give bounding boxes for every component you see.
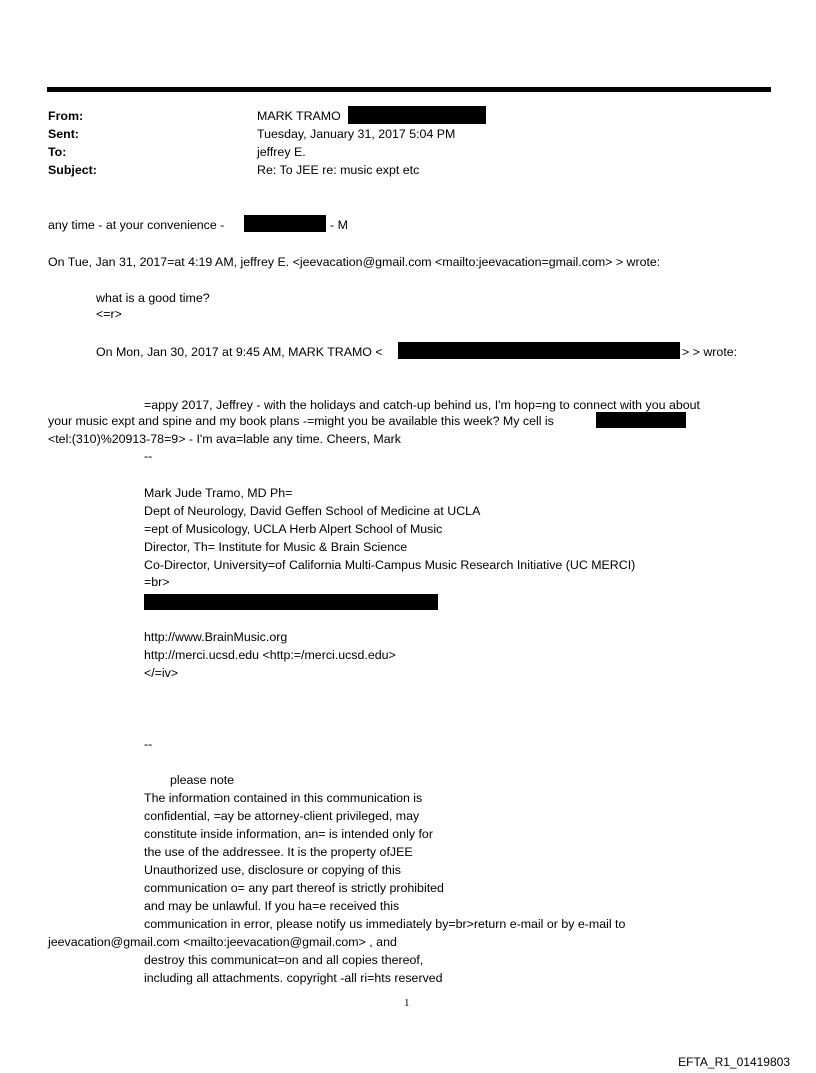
to-value: jeffrey E.: [257, 145, 306, 159]
redaction-from-email: [348, 106, 486, 124]
page-number: 1: [404, 997, 410, 1009]
signature-name: Mark Jude Tramo, MD Ph=: [144, 486, 293, 500]
signature-separator: --: [144, 449, 153, 463]
subject-label: Subject:: [48, 163, 97, 177]
quote2-header-start: On Mon, Jan 30, 2017 at 9:45 AM, MARK TRAMO <: [96, 345, 383, 359]
signature-url2: http://merci.ucsd.edu <http:=/merci.ucsd.edu>: [144, 648, 396, 662]
quote1-header: On Tue, Jan 31, 2017=at 4:19 AM, jeffrey E. <jeevacation@gmail.com <mailto:jeevacation=gmail.com> > wrote:: [48, 255, 661, 269]
quote1-line1: what is a good time?: [96, 291, 210, 305]
disclaimer-line2: confidential, =ay be attorney-client privileged, may: [144, 809, 420, 823]
subject-value: Re: To JEE re: music expt etc: [257, 163, 420, 177]
disclaimer-line10: destroy this communicat=on and all copies thereof,: [144, 953, 424, 967]
signature-url3: </=iv>: [144, 666, 179, 680]
reply-text-end: - M: [330, 218, 348, 232]
redaction-reply-phone: [244, 215, 326, 232]
disclaimer-line11: including all attachments. copyright -all ri=hts reserved: [144, 971, 443, 985]
sent-value: Tuesday, January 31, 2017 5:04 PM: [257, 127, 456, 141]
disclaimer-line6: communication o= any part thereof is strictly prohibited: [144, 881, 444, 895]
disclaimer-line1: The information contained in this communication is: [144, 791, 423, 805]
to-label: To:: [48, 145, 67, 159]
body-para-line1: =appy 2017, Jeffrey - with the holidays and catch-up behind us, I'm hop=ng to connect with you about: [144, 398, 700, 412]
body-para-line3: <tel:(310)%20913-78=9> - I'm ava=lable any time. Cheers, Mark: [48, 432, 401, 446]
bates-number: EFTA_R1_01419803: [678, 1055, 790, 1069]
redaction-signature-address: [144, 594, 438, 610]
disclaimer-separator: --: [144, 737, 153, 751]
reply-text-start: any time - at your convenience -: [48, 218, 225, 232]
redaction-quote2-email: [398, 342, 680, 359]
disclaimer-line4: the use of the addressee. It is the property ofJEE: [144, 845, 413, 859]
disclaimer-line8: communication in error, please notify us immediately by=br>return e-mail or by e-mail to: [144, 917, 626, 931]
signature-url1: http://www.BrainMusic.org: [144, 630, 288, 644]
sent-label: Sent:: [48, 127, 79, 141]
body-para-line2: your music expt and spine and my book plans -=might you be available this week? My cell is: [48, 414, 554, 428]
from-label: From:: [48, 109, 84, 123]
signature-line4: Director, Th= Institute for Music & Brain Science: [144, 540, 408, 554]
quote1-line2: <=r>: [96, 307, 122, 321]
signature-line5: Co-Director, University=of California Multi-Campus Music Research Initiative (UC MERCI): [144, 558, 636, 572]
disclaimer-line9: jeevacation@gmail.com <mailto:jeevacation@gmail.com> , and: [48, 935, 397, 949]
redaction-cell-number: [596, 412, 686, 428]
disclaimer-line7: and may be unlawful. If you ha=e received this: [144, 899, 400, 913]
signature-line3: =ept of Musicology, UCLA Herb Alpert School of Music: [144, 522, 443, 536]
header-rule: [47, 87, 771, 92]
signature-line6: =br>: [144, 575, 170, 589]
disclaimer-line3: constitute inside information, an= is intended only for: [144, 827, 433, 841]
signature-line2: Dept of Neurology, David Geffen School of Medicine at UCLA: [144, 504, 481, 518]
from-value: MARK TRAMO: [257, 109, 341, 123]
quote2-header-end: > > wrote:: [682, 345, 738, 359]
disclaimer-title: please note: [170, 773, 235, 787]
disclaimer-line5: Unauthorized use, disclosure or copying of this: [144, 863, 401, 877]
